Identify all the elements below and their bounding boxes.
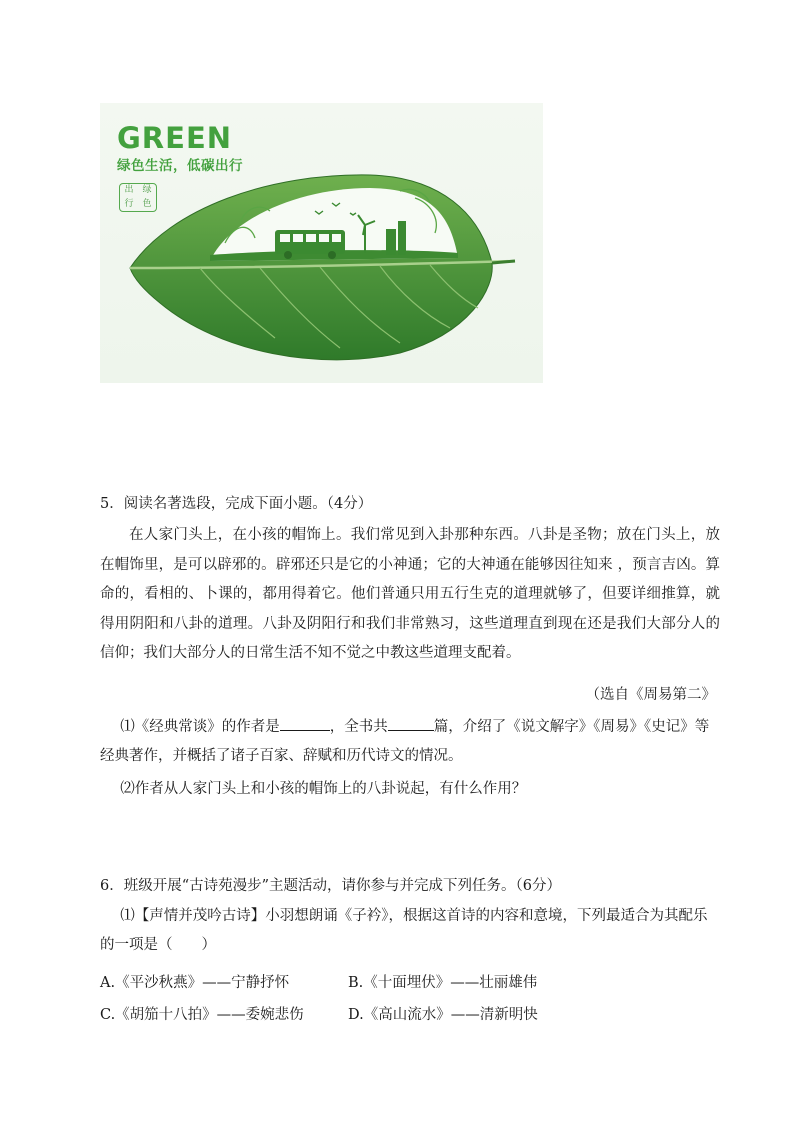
option-b[interactable]: B.《十面埋伏》——壮丽雄伟 [348, 975, 538, 991]
sub1-text-a: ⑴《经典常谈》的作者是 [120, 719, 280, 735]
stamp-char: 行 [124, 198, 134, 209]
option-d[interactable]: D.《高山流水》——清新明快 [348, 1007, 538, 1023]
question-5-sub-1 [100, 713, 722, 771]
option-c[interactable]: C.《胡笳十八拍》——委婉悲伤 [100, 1007, 304, 1023]
poster-stamp [119, 183, 157, 212]
stamp-char: 绿 [142, 185, 152, 196]
green-poster-image [100, 103, 543, 383]
question-6-sub-1 [100, 902, 722, 960]
q6-sub1-text: ⑴【声情并茂吟古诗】小羽想朗诵《子衿》，根据这首诗的内容和意境，下列最适合为其配乐的一项是（ ） [100, 908, 708, 953]
question-5-sub-2 [100, 775, 722, 804]
sub1-text-b: ，全书共 [329, 719, 388, 735]
question-5-passage: 在人家门头上，在小孩的帽饰上。我们常见到入卦那种东西。八卦是圣物；放在门头上，放在帽饰里，是可以辟邪的。辟邪还只是它的小神通；它的大神通在能够因往知来 ，预言吉凶。算命的，看相的、卜课的，都用得着它。他们普通只用五行生克的道理就够了，但要详细推算，就得用阴阳和八卦的道理。八卦及阴阳行和我们非常熟习，这些道理直到现在还是我们大部分人的信仰；我们大部分人的日常生活不知不觉之中教这些道理支配着。 [100, 527, 720, 661]
option-a[interactable]: A.《平沙秋燕》——宁静抒怀 [100, 975, 290, 991]
poster-slogan: 绿色生活，低碳出行 [117, 158, 243, 174]
stamp-char: 出 [124, 185, 134, 196]
poster-title: GREEN [117, 121, 233, 155]
question-5-heading: 5．阅读名著选段，完成下面小题。（4分） [100, 496, 373, 512]
sub1-text-c: 篇，介绍了《说文解字》《周易》《史记》等经典著作，并概括了诸子百家、辞赋和历代诗文的情况。 [100, 719, 710, 764]
stamp-char: 色 [142, 198, 152, 209]
question-6-heading: 6．班级开展“古诗苑漫步”主题活动，请你参与并完成下列任务。（6分） [100, 878, 562, 894]
chapter-count-blank[interactable] [388, 716, 434, 731]
sub2-text: ⑵作者从人家门头上和小孩的帽饰上的八卦说起，有什么作用？ [120, 781, 527, 797]
passage-source: （选自《周易第二》 [585, 687, 716, 703]
author-blank[interactable] [280, 716, 330, 731]
